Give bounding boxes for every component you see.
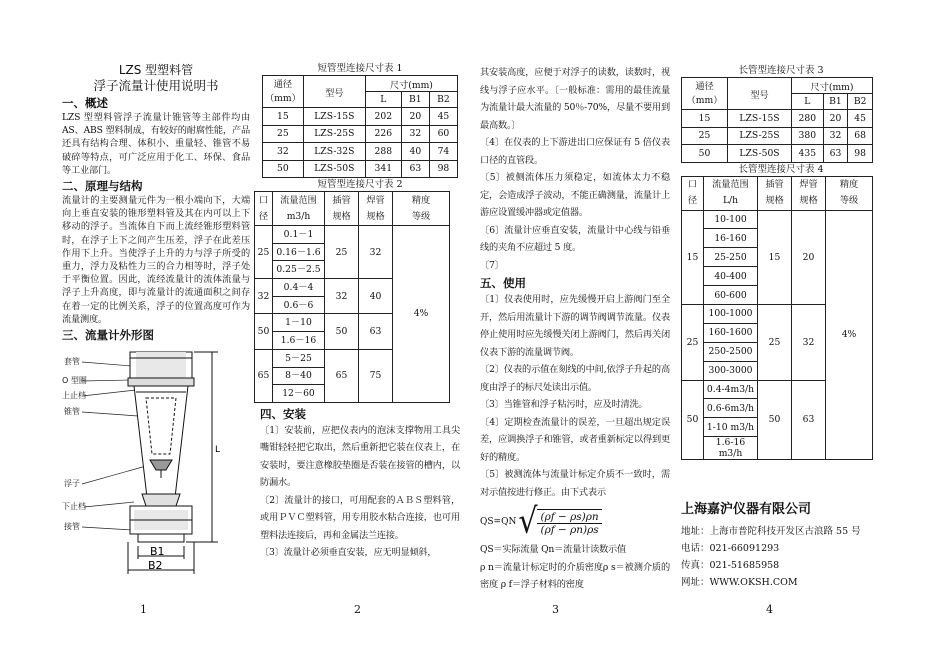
cell-port: 25 xyxy=(255,226,273,279)
formula-denominator: (ρf − ρn)ρs xyxy=(540,523,599,536)
th-b1: B1 xyxy=(823,94,848,110)
cell-b2: 98 xyxy=(429,160,457,178)
cell-b2: 98 xyxy=(848,145,873,163)
cell-model: LZS-15S xyxy=(728,110,792,128)
cell-range: 1.6－16 xyxy=(273,332,325,350)
install-step-3: 〔3〕流量计必须垂直安装，应无明显倾斜， xyxy=(260,547,437,559)
cell-port: 25 xyxy=(682,304,704,380)
formula-definition-2: ρ n＝流量计标定时的介质密度ρ s＝被测介质的密度 ρ f＝浮子材料的密度 xyxy=(480,561,670,590)
page-1 xyxy=(62,58,250,576)
cell-range: 160-1600 xyxy=(704,323,758,342)
formula-definition-1: QS＝实际流量 Qn＝流量计读数示值 xyxy=(480,544,627,555)
flowmeter-outline-diagram xyxy=(62,344,250,576)
cell-b2: 68 xyxy=(848,127,873,145)
cell-range: 0.1－1 xyxy=(273,226,325,244)
th-diameter-unit: （mm） xyxy=(686,94,723,106)
formula-lhs: QS=QN xyxy=(480,517,517,527)
cell-model: LZS-25S xyxy=(303,125,365,143)
table-short-pipe-dimensions xyxy=(262,75,458,178)
cell-range: 60-600 xyxy=(704,286,758,305)
table-row xyxy=(682,210,873,229)
cell-range: 0.4－4 xyxy=(273,279,325,297)
cell-socket: 25 xyxy=(325,226,359,279)
cell-d: 50 xyxy=(263,160,304,178)
usage-step-5: 〔5〕被测流体与流量计标定介质不一致时，需对示值按进行修正。由下式表示 xyxy=(480,469,670,498)
cell-model: LZS-50S xyxy=(728,145,792,163)
table-row xyxy=(263,125,458,143)
table1-caption: 短管型连接尺寸表 1 xyxy=(317,63,403,74)
th-b2: B2 xyxy=(848,94,873,110)
cell-l: 341 xyxy=(365,160,401,178)
cell-range: 0.25－2.5 xyxy=(273,261,325,279)
cell-l: 288 xyxy=(365,143,401,161)
section-heading-install: 四、安装 xyxy=(260,406,306,421)
cell-d: 25 xyxy=(682,127,728,145)
company-website[interactable]: 网址：WWW.OKSH.COM xyxy=(681,577,798,589)
table3-caption: 长管型连接尺寸表 3 xyxy=(738,65,824,76)
cell-accuracy: 4% xyxy=(393,226,450,403)
cell-port: 50 xyxy=(682,380,704,460)
page-4 xyxy=(681,64,881,591)
cell-socket: 15 xyxy=(758,210,792,304)
usage-step-1: 〔1〕仪表使用时，应先缓慢开启上游阀门至全开，然后用流量计下游的调节阀调节流量。仪表停止使用时应先缓慢关闭上游阀门，然后再关闭仪表下游的流量调节阀。 xyxy=(480,294,670,358)
section-heading-usage: 五、使用 xyxy=(480,276,526,290)
o-ring-band xyxy=(128,378,194,386)
section-heading-overview: 一、概述 xyxy=(62,96,108,110)
cell-range: 0.4-4m3/h xyxy=(704,380,758,399)
page-number-4: 4 xyxy=(766,603,773,616)
company-phone: 电话：021-66091293 xyxy=(681,543,780,555)
cell-model: LZS-32S xyxy=(303,143,365,161)
page-2 xyxy=(257,62,460,562)
company-fax: 传真：021-51685958 xyxy=(681,560,780,572)
cell-range: 100-1000 xyxy=(704,304,758,323)
cell-range: 8－40 xyxy=(273,367,325,385)
cell-weld: 32 xyxy=(359,226,393,279)
label-sleeve: 套管 xyxy=(64,357,80,367)
label-cone-tube: 锥管 xyxy=(64,407,80,417)
cell-range: 1-10 m3/h xyxy=(704,418,758,437)
th-l: L xyxy=(792,94,824,110)
cell-model: LZS-15S xyxy=(303,108,365,126)
cell-range: 10-100 xyxy=(704,210,758,229)
cell-weld: 63 xyxy=(792,380,826,460)
label-connector: 接管 xyxy=(64,522,80,532)
cell-range: 250-2500 xyxy=(704,342,758,361)
cell-b2: 60 xyxy=(429,125,457,143)
table-long-pipe-dimensions xyxy=(681,77,873,163)
cell-port: 65 xyxy=(255,349,273,402)
usage-step-2: 〔2〕仪表的示值在刻线的中间,依浮子升起的高度由浮子的标尺处读出示值。 xyxy=(480,364,670,393)
cell-b1: 63 xyxy=(823,145,848,163)
page-number-3: 3 xyxy=(552,603,559,616)
cell-socket: 65 xyxy=(325,349,359,402)
cell-weld: 32 xyxy=(792,304,826,380)
cell-l: 380 xyxy=(792,127,824,145)
th-diameter: 通径 xyxy=(273,78,293,90)
install-step-6: 〔6〕流量计应垂直安装，流量计中心线与铅垂线的夹角不应超过 5 度。 xyxy=(480,224,670,253)
principle-text: 流量计的主要测量元件为一根小端向下，大端向上垂直安装的锥形塑料管及其在内可以上下移动的浮子。当流体自下而上流经锥形塑料管时，在浮子上下之间产生压差，浮子在此差压作用下上升。当使浮子上升的力与浮子所受的重力，浮力及粘性力三的合力相等时，浮子处于平衡位置。因此，流经流量计的流体流量与浮子上升高度，即与流量计的流通面积之间存在着一定的比例关系，浮子的位置高度可作为流量测度。 xyxy=(62,195,250,325)
table-long-pipe-flow-ranges xyxy=(681,176,873,461)
install-step-7: 〔7〕 xyxy=(480,259,504,271)
cell-model: LZS-25S xyxy=(728,127,792,145)
cell-socket: 50 xyxy=(758,380,792,460)
install-step-3-cont: 其安装高度，应便于对浮子的读数，读数时，视线与浮子应水平。〔一般标准：需用的最佳流量为流量计最大流量的 50％-70%，尽量不要用到最高数。〕 xyxy=(480,67,670,131)
dim-b2-label: B2 xyxy=(148,559,163,573)
cell-range: 40-400 xyxy=(704,267,758,286)
cell-b1: 40 xyxy=(401,143,429,161)
label-o-ring: O 型圈 xyxy=(62,376,87,386)
cell-weld: 20 xyxy=(792,210,826,304)
label-lower-stop: 下止档 xyxy=(62,502,86,512)
page-number-2: 2 xyxy=(354,603,361,616)
cell-port: 50 xyxy=(255,314,273,349)
dim-l-label: L xyxy=(215,445,221,456)
cell-d: 15 xyxy=(263,108,304,126)
th-size: 尺寸(mm) xyxy=(365,76,457,92)
th-model: 型号 xyxy=(303,76,365,108)
th-weld: 焊管规格 xyxy=(366,194,385,222)
th-b2: B2 xyxy=(429,92,457,108)
install-step-4: 〔4〕在仪表的上下游进出口应保证有 5 倍仪表口径的直管段。 xyxy=(480,137,670,166)
table-row xyxy=(263,108,458,126)
cell-port: 32 xyxy=(255,279,273,314)
th-accuracy: 精度等级 xyxy=(411,194,431,222)
cell-d: 32 xyxy=(263,143,304,161)
cell-range: 1－10 xyxy=(273,314,325,332)
cell-port: 15 xyxy=(682,210,704,304)
cell-socket: 50 xyxy=(325,314,359,349)
table-row xyxy=(682,110,873,128)
correction-formula xyxy=(480,501,670,542)
th-weld: 焊管规格 xyxy=(799,179,818,206)
cell-range: 5－25 xyxy=(273,349,325,367)
section-heading-outline: 三、流量计外形图 xyxy=(62,328,154,343)
th-range: 流量范围 xyxy=(712,179,749,190)
label-float: 浮子 xyxy=(64,479,80,489)
section-heading-principle: 二、原理与结构 xyxy=(62,179,143,194)
cell-l: 226 xyxy=(365,125,401,143)
th-model: 型号 xyxy=(728,78,792,110)
table-row xyxy=(263,143,458,161)
table-short-pipe-flow-ranges xyxy=(254,191,450,403)
table-row xyxy=(682,127,873,145)
cell-weld: 63 xyxy=(359,314,393,349)
th-socket: 插管规格 xyxy=(765,179,784,206)
th-port: 口径 xyxy=(258,194,269,222)
cell-l: 280 xyxy=(792,110,824,128)
cell-weld: 75 xyxy=(359,349,393,402)
th-range-unit: m3/h xyxy=(286,210,311,222)
cell-range: 0.16－1.6 xyxy=(273,243,325,261)
cell-b1: 32 xyxy=(401,125,429,143)
cell-range: 0.6-6m3/h xyxy=(704,399,758,418)
cell-range: 0.6－6 xyxy=(273,296,325,314)
cell-d: 25 xyxy=(263,125,304,143)
th-socket: 插管规格 xyxy=(332,194,351,222)
table-row xyxy=(255,226,450,244)
cell-socket: 25 xyxy=(758,304,792,380)
sqrt-icon: √ xyxy=(518,501,538,542)
cell-weld: 40 xyxy=(359,279,393,314)
formula-numerator: (ρf − ρs)ρn xyxy=(537,511,601,524)
company-address: 地址：上海市普陀科技开发区古浪路 55 号 xyxy=(681,526,861,538)
th-b1: B1 xyxy=(401,92,429,108)
table-row xyxy=(263,160,458,178)
cell-b1: 20 xyxy=(823,110,848,128)
cell-b2: 45 xyxy=(429,108,457,126)
th-range-unit: L/h xyxy=(722,195,739,206)
cell-range: 12－60 xyxy=(273,385,325,403)
install-step-2: 〔2〕流量计的接口，可用配套的ＡＢＳ塑料管，或用ＰＶＣ塑料管，用专用胶水粘合连接，也可用塑料法连接后，再和金属法兰连接。 xyxy=(260,494,460,541)
company-name: 上海嘉沪仪器有限公司 xyxy=(681,502,812,518)
usage-step-4: 〔4〕定期检查流量计的误差，一旦超出规定误差，应调换浮子和锥管，或者重新标定以得到更好的精度。 xyxy=(480,416,670,463)
page-number-1: 1 xyxy=(140,603,147,616)
doc-title-line1: LZS 型塑料管 xyxy=(118,63,194,77)
th-l: L xyxy=(365,92,401,108)
cell-accuracy: 4% xyxy=(826,210,873,460)
th-port: 口径 xyxy=(687,179,698,206)
cell-range: 1.6-16 m3/h xyxy=(704,437,758,460)
cell-b2: 74 xyxy=(429,143,457,161)
cell-l: 435 xyxy=(792,145,824,163)
cell-range: 300-3000 xyxy=(704,361,758,380)
cell-d: 15 xyxy=(682,110,728,128)
cone-tube xyxy=(134,386,188,506)
cell-b1: 32 xyxy=(823,127,848,145)
install-step-1: 〔1〕安装前，应把仪表内的泡沫支撑物用工具尖嘴钳轻轻把它取出，然后重新把它装在仪表上，在安装时，要注意橡胶垫圈是否装在接管的槽内，以防漏水。 xyxy=(260,424,460,489)
cell-b1: 20 xyxy=(401,108,429,126)
cell-l: 202 xyxy=(365,108,401,126)
table2-caption: 短管型连接尺寸表 2 xyxy=(317,179,403,190)
cell-b2: 45 xyxy=(848,110,873,128)
label-upper-stop: 上止档 xyxy=(62,391,86,401)
cell-model: LZS-50S xyxy=(303,160,365,178)
th-diameter-unit: （mm） xyxy=(265,92,301,104)
th-diameter: 通径 xyxy=(695,80,714,92)
table4-caption: 长管型连接尺寸表 4 xyxy=(738,163,824,175)
cell-range: 25-250 xyxy=(704,248,758,267)
dim-b1-label: B1 xyxy=(150,545,165,559)
cell-range: 16-160 xyxy=(704,229,758,248)
cell-d: 50 xyxy=(682,145,728,163)
cell-socket: 32 xyxy=(325,279,359,314)
cell-b1: 63 xyxy=(401,160,429,178)
table-row xyxy=(682,145,873,163)
install-step-5: 〔5〕被侧流体压力须稳定，如流体太力不稳定，会造成浮子波动，不能正确测量，流量计上游应设置缓冲器或定值器。 xyxy=(480,172,670,218)
overview-text: LZS 型塑料管浮子流量计锥管等主部件均由 AS、ABS 塑料制成，有较好的耐腐性能，产品还具有结构合理、体积小、重量轻、锥管不易破碎等特点，可广泛应用于化工、环保、食品等工业部门。 xyxy=(62,112,250,176)
th-size: 尺寸(mm) xyxy=(792,78,873,94)
usage-step-3: 〔3〕当锥管和浮子粘污时，应及时清洗。 xyxy=(480,399,648,410)
th-range: 流量范围 xyxy=(280,194,317,206)
page-3 xyxy=(480,64,670,594)
doc-title-line2: 浮子流量计使用说明书 xyxy=(93,78,219,93)
th-accuracy: 精度等级 xyxy=(839,179,859,206)
